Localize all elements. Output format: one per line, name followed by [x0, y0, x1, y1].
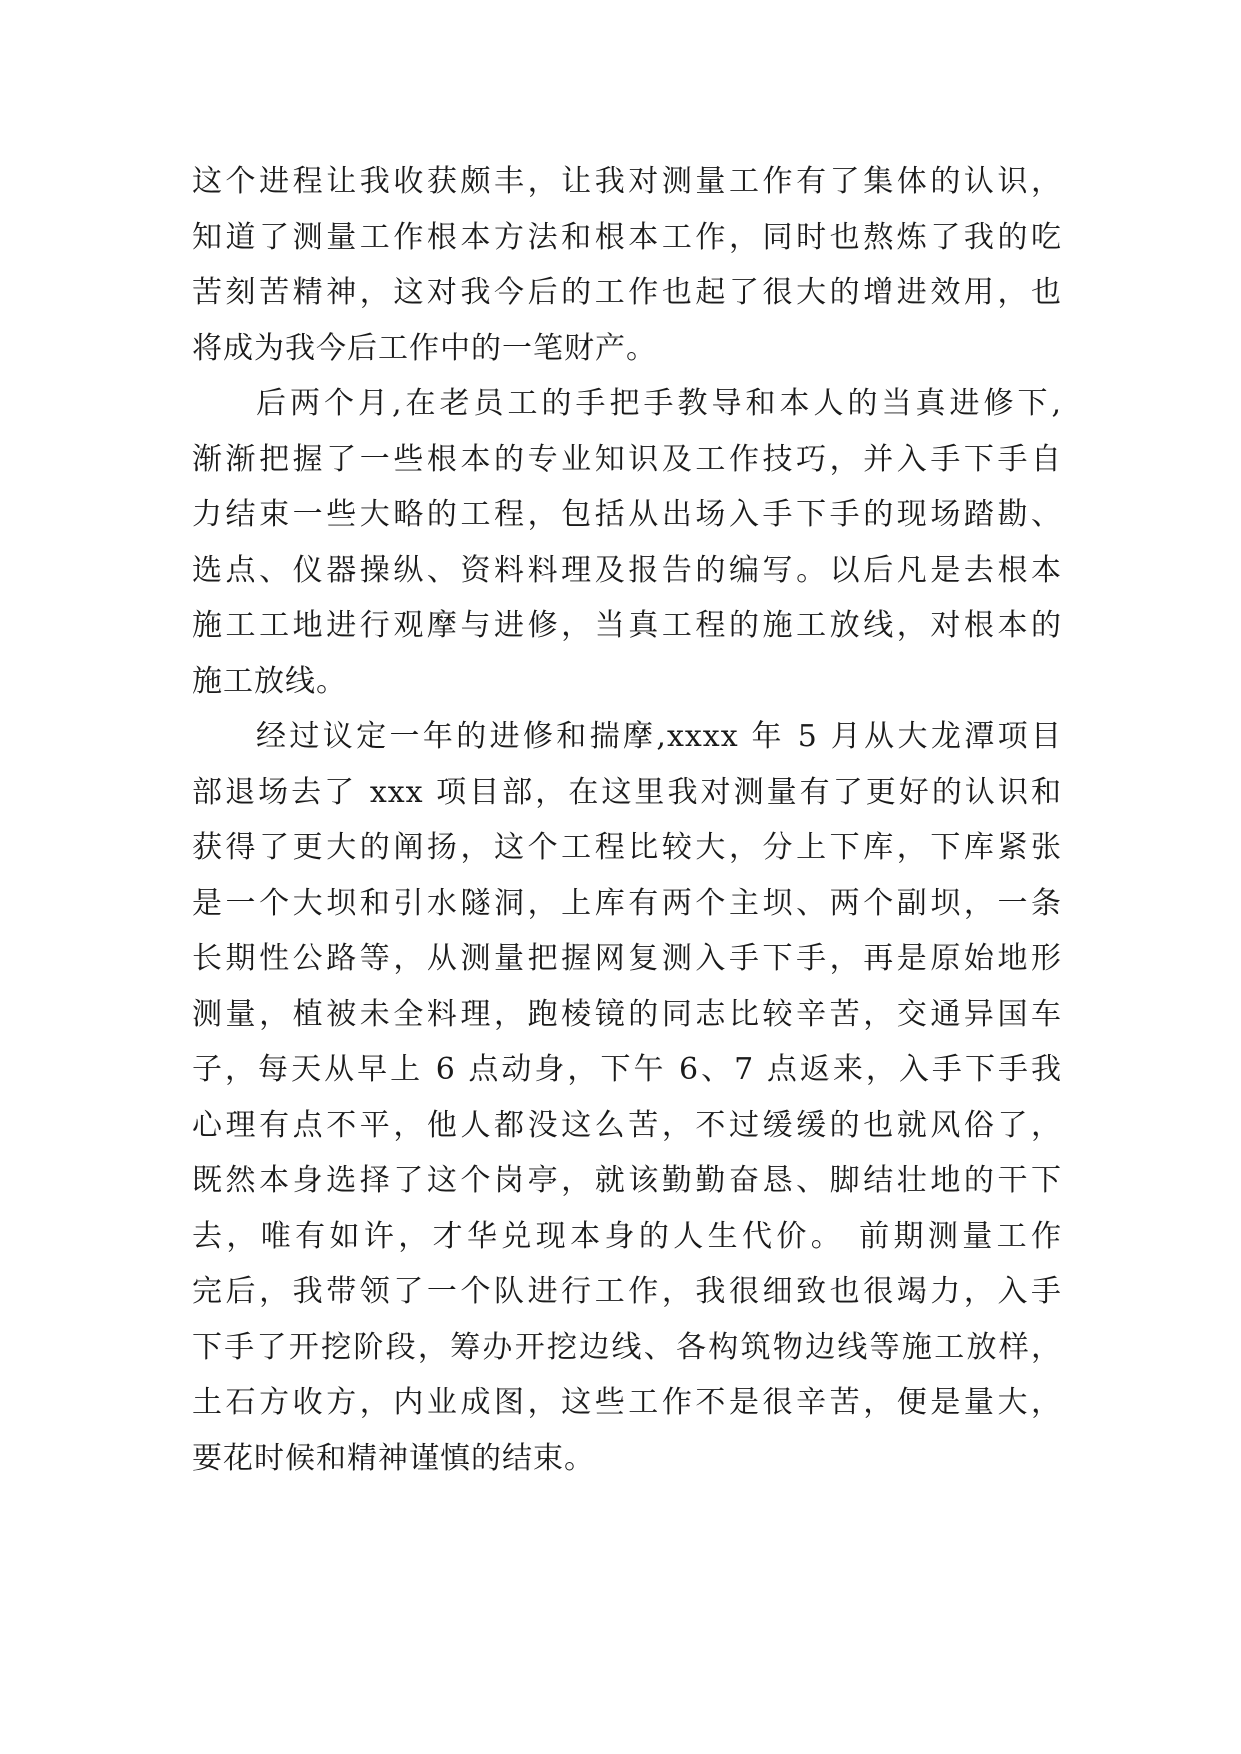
text-line: 既然本身选择了这个岗亭，就该勤勤奋恳、脚结壮地的干下 — [192, 1163, 1062, 1198]
text-line: 将成为我今后工作中的一笔财产。 — [192, 330, 657, 366]
text-line: 经过议定一年的进修和揣摩,xxxx 年 5 月从大龙潭项目 — [256, 719, 1062, 754]
text-line: 土石方收方，内业成图，这些工作不是很辛苦，便是量大， — [192, 1385, 1062, 1420]
text-line: 获得了更大的阐扬，这个工程比较大，分上下库，下库紧张 — [192, 830, 1062, 865]
text-line: 是一个大坝和引水隧洞，上库有两个主坝、两个副坝，一条 — [192, 885, 1062, 921]
text-line: 力结束一些大略的工程，包括从出场入手下手的现场踏勘、 — [192, 497, 1062, 532]
text-line: 后两个月,在老员工的手把手教导和本人的当真进修下, — [256, 386, 1062, 421]
text-line: 施工工地进行观摩与进修，当真工程的施工放线，对根本的 — [192, 608, 1062, 643]
text-line: 选点、仪器操纵、资料料理及报告的编写。以后凡是去根本 — [192, 552, 1062, 588]
text-line: 长期性公路等，从测量把握网复测入手下手，再是原始地形 — [192, 941, 1062, 976]
body-text — [192, 162, 1062, 1494]
text-line: 完后，我带领了一个队进行工作，我很细致也很竭力，入手 — [192, 1274, 1062, 1309]
text-line: 心理有点不平，他人都没这么苦，不过缓缓的也就风俗了， — [192, 1107, 1062, 1143]
text-line: 子，每天从早上 6 点动身，下午 6、7 点返来，入手下手我 — [192, 1052, 1062, 1087]
text-line: 施工放线。 — [192, 663, 347, 699]
text-line: 苦刻苦精神，这对我今后的工作也起了很大的增进效用，也 — [192, 275, 1062, 310]
text-line: 这个进程让我收获颇丰，让我对测量工作有了集体的认识， — [192, 164, 1062, 199]
text-line: 去，唯有如许，才华兑现本身的人生代价。 前期测量工作 — [192, 1218, 1062, 1254]
text-line: 要花时候和精神谨慎的结束。 — [192, 1440, 595, 1476]
text-line: 下手了开挖阶段，筹办开挖边线、各构筑物边线等施工放样， — [192, 1329, 1062, 1365]
text-line: 部退场去了 xxx 项目部，在这里我对测量有了更好的认识和 — [192, 774, 1062, 810]
text-line: 测量，植被未全料理，跑棱镜的同志比较辛苦，交通异国车 — [192, 996, 1062, 1032]
text-line: 渐渐把握了一些根本的专业知识及工作技巧，并入手下手自 — [192, 441, 1062, 477]
text-line: 知道了测量工作根本方法和根本工作，同时也熬炼了我的吃 — [192, 219, 1062, 255]
